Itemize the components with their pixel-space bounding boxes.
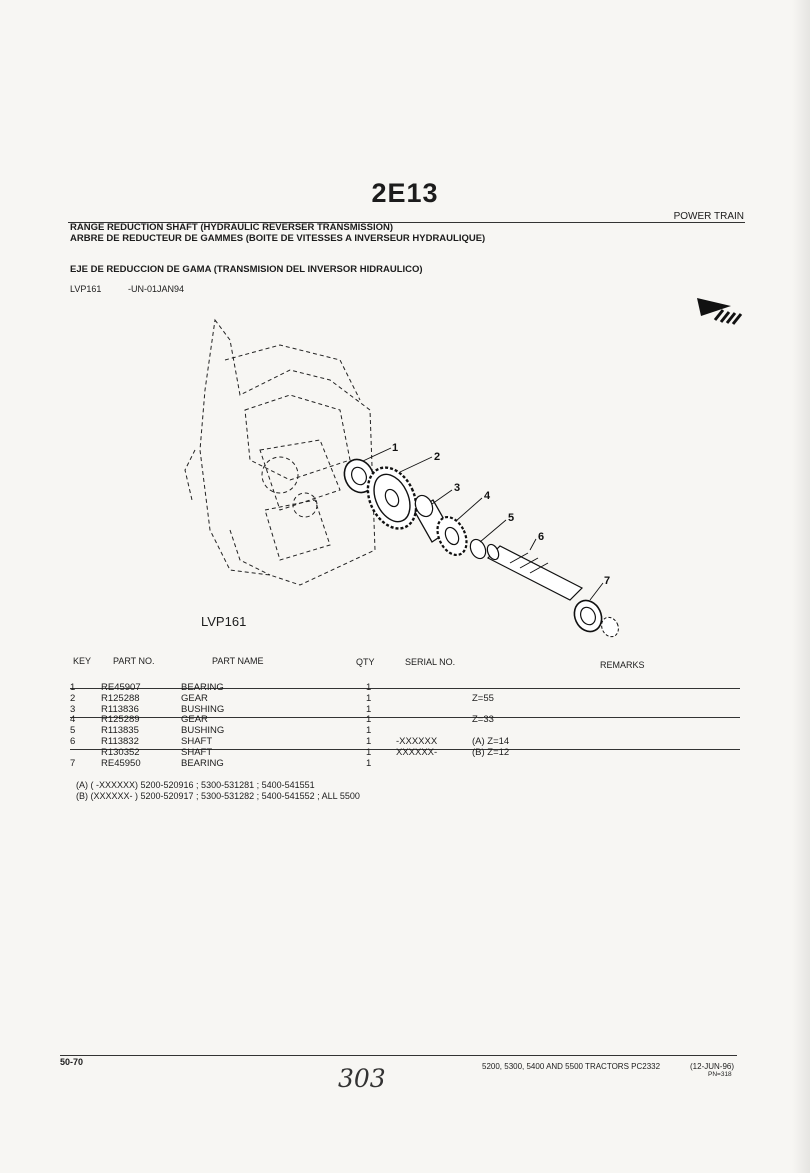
exploded-diagram bbox=[170, 300, 630, 650]
cell-serial bbox=[396, 759, 472, 770]
callout-7: 7 bbox=[604, 575, 611, 587]
callout-1: 1 bbox=[392, 442, 399, 454]
cell-part: RE45907 bbox=[101, 682, 141, 693]
footnote-a: (A) ( -XXXXXX) 5200-520916 ; 5300-531281 ; 5400-541551 bbox=[76, 780, 315, 790]
table-row bbox=[70, 683, 592, 694]
table-row bbox=[70, 748, 592, 759]
table-row bbox=[70, 715, 592, 726]
table-row bbox=[70, 705, 592, 716]
table-row bbox=[70, 759, 592, 770]
col-header-qty: QTY bbox=[356, 657, 375, 667]
cell-key: 5 bbox=[70, 725, 76, 737]
footer-date: (12-JUN-96) bbox=[690, 1062, 735, 1071]
cell-serial bbox=[396, 694, 472, 705]
handwritten-page-number: 303 bbox=[338, 1064, 386, 1093]
cell-serial: XXXXXX- bbox=[396, 746, 438, 758]
callout-3: 3 bbox=[454, 482, 461, 494]
housing-outline bbox=[185, 320, 375, 585]
col-header-name: PART NAME bbox=[212, 656, 264, 666]
cell-qty: 1 bbox=[366, 757, 372, 769]
cell-serial: -XXXXXX bbox=[396, 735, 438, 747]
cell-serial bbox=[396, 683, 472, 694]
page-title: 2E13 bbox=[371, 178, 439, 208]
table-row bbox=[70, 737, 592, 748]
cell-key: 6 bbox=[70, 735, 76, 747]
page-edge bbox=[792, 0, 810, 1173]
cell-part: R125288 bbox=[101, 692, 140, 704]
heading-english: RANGE REDUCTION SHAFT (HYDRAULIC REVERSER TRANSMISSION) bbox=[70, 222, 394, 233]
direction-arrow-icon bbox=[695, 296, 745, 326]
cell-part: R113835 bbox=[101, 725, 139, 737]
col-header-key: KEY bbox=[73, 656, 92, 666]
cell-key: 1 bbox=[70, 682, 76, 693]
cell-qty: 1 bbox=[366, 682, 372, 693]
cell-part: R130352 bbox=[101, 746, 140, 758]
cell-part: R113832 bbox=[101, 735, 139, 747]
cell-serial bbox=[396, 705, 472, 716]
cell-key: 2 bbox=[70, 692, 76, 704]
cell-name: BUSHING bbox=[181, 725, 225, 737]
cell-qty: 1 bbox=[366, 735, 372, 747]
cell-name: BUSHING bbox=[181, 703, 225, 715]
callout-2: 2 bbox=[434, 451, 441, 463]
heading-french: ARBRE DE REDUCTEUR DE GAMMES (BOITE DE VITESSES A INVERSEUR HYDRAULIQUE) bbox=[70, 233, 486, 244]
cell-name: GEAR bbox=[181, 692, 208, 704]
cell-key: 3 bbox=[70, 703, 76, 715]
cell-key: 7 bbox=[70, 757, 76, 769]
cell-qty: 1 bbox=[366, 692, 372, 704]
cell-remarks bbox=[472, 759, 592, 770]
cell-remarks: (A) Z=14 bbox=[472, 735, 510, 747]
cell-serial bbox=[396, 715, 472, 726]
cell-name: BEARING bbox=[181, 757, 224, 769]
footer-models: 5200, 5300, 5400 AND 5500 TRACTORS PC2332 bbox=[482, 1062, 661, 1071]
heading-spanish: EJE DE REDUCCION DE GAMA (TRANSMISION DEL INVERSOR HIDRAULICO) bbox=[70, 264, 423, 275]
ref-code: LVP161 bbox=[70, 284, 102, 294]
ref-date: -UN-01JAN94 bbox=[128, 284, 185, 294]
callout-5: 5 bbox=[508, 512, 515, 524]
cell-name: SHAFT bbox=[181, 735, 213, 747]
cell-key: 4 bbox=[70, 714, 76, 726]
col-header-part: PART NO. bbox=[113, 656, 155, 666]
parts-table bbox=[70, 683, 592, 769]
footer-rule bbox=[60, 1055, 737, 1056]
cell-name: GEAR bbox=[181, 714, 208, 726]
col-header-remarks: REMARKS bbox=[600, 660, 645, 670]
cell-name: SHAFT bbox=[181, 746, 213, 758]
cell-remarks: (B) Z=12 bbox=[472, 746, 510, 758]
cell-key bbox=[70, 748, 101, 759]
cell-qty: 1 bbox=[366, 725, 372, 737]
parts-group bbox=[339, 455, 621, 640]
footer-pn: PN=318 bbox=[708, 1071, 732, 1078]
callout-4: 4 bbox=[484, 490, 491, 502]
cell-part: R113836 bbox=[101, 703, 139, 715]
footer-page-number: 50-70 bbox=[60, 1057, 84, 1067]
section-label: POWER TRAIN bbox=[673, 211, 744, 222]
table-row bbox=[70, 726, 592, 737]
figure-label: LVP161 bbox=[201, 614, 247, 629]
cell-qty: 1 bbox=[366, 714, 372, 726]
cell-part: RE45950 bbox=[101, 757, 141, 769]
cell-qty: 1 bbox=[366, 703, 372, 715]
table-row bbox=[70, 694, 592, 705]
cell-part: R125289 bbox=[101, 714, 140, 726]
cell-name: BEARING bbox=[181, 682, 224, 693]
callout-6: 6 bbox=[538, 531, 545, 543]
cell-qty: 1 bbox=[366, 746, 372, 758]
col-header-serial: SERIAL NO. bbox=[405, 657, 456, 667]
cell-remarks: Z=33 bbox=[472, 714, 494, 726]
cell-remarks: Z=55 bbox=[472, 692, 494, 704]
footnote-b: (B) (XXXXXX- ) 5200-520917 ; 5300-531282 ; 5400-541552 ; ALL 5500 bbox=[76, 791, 360, 801]
